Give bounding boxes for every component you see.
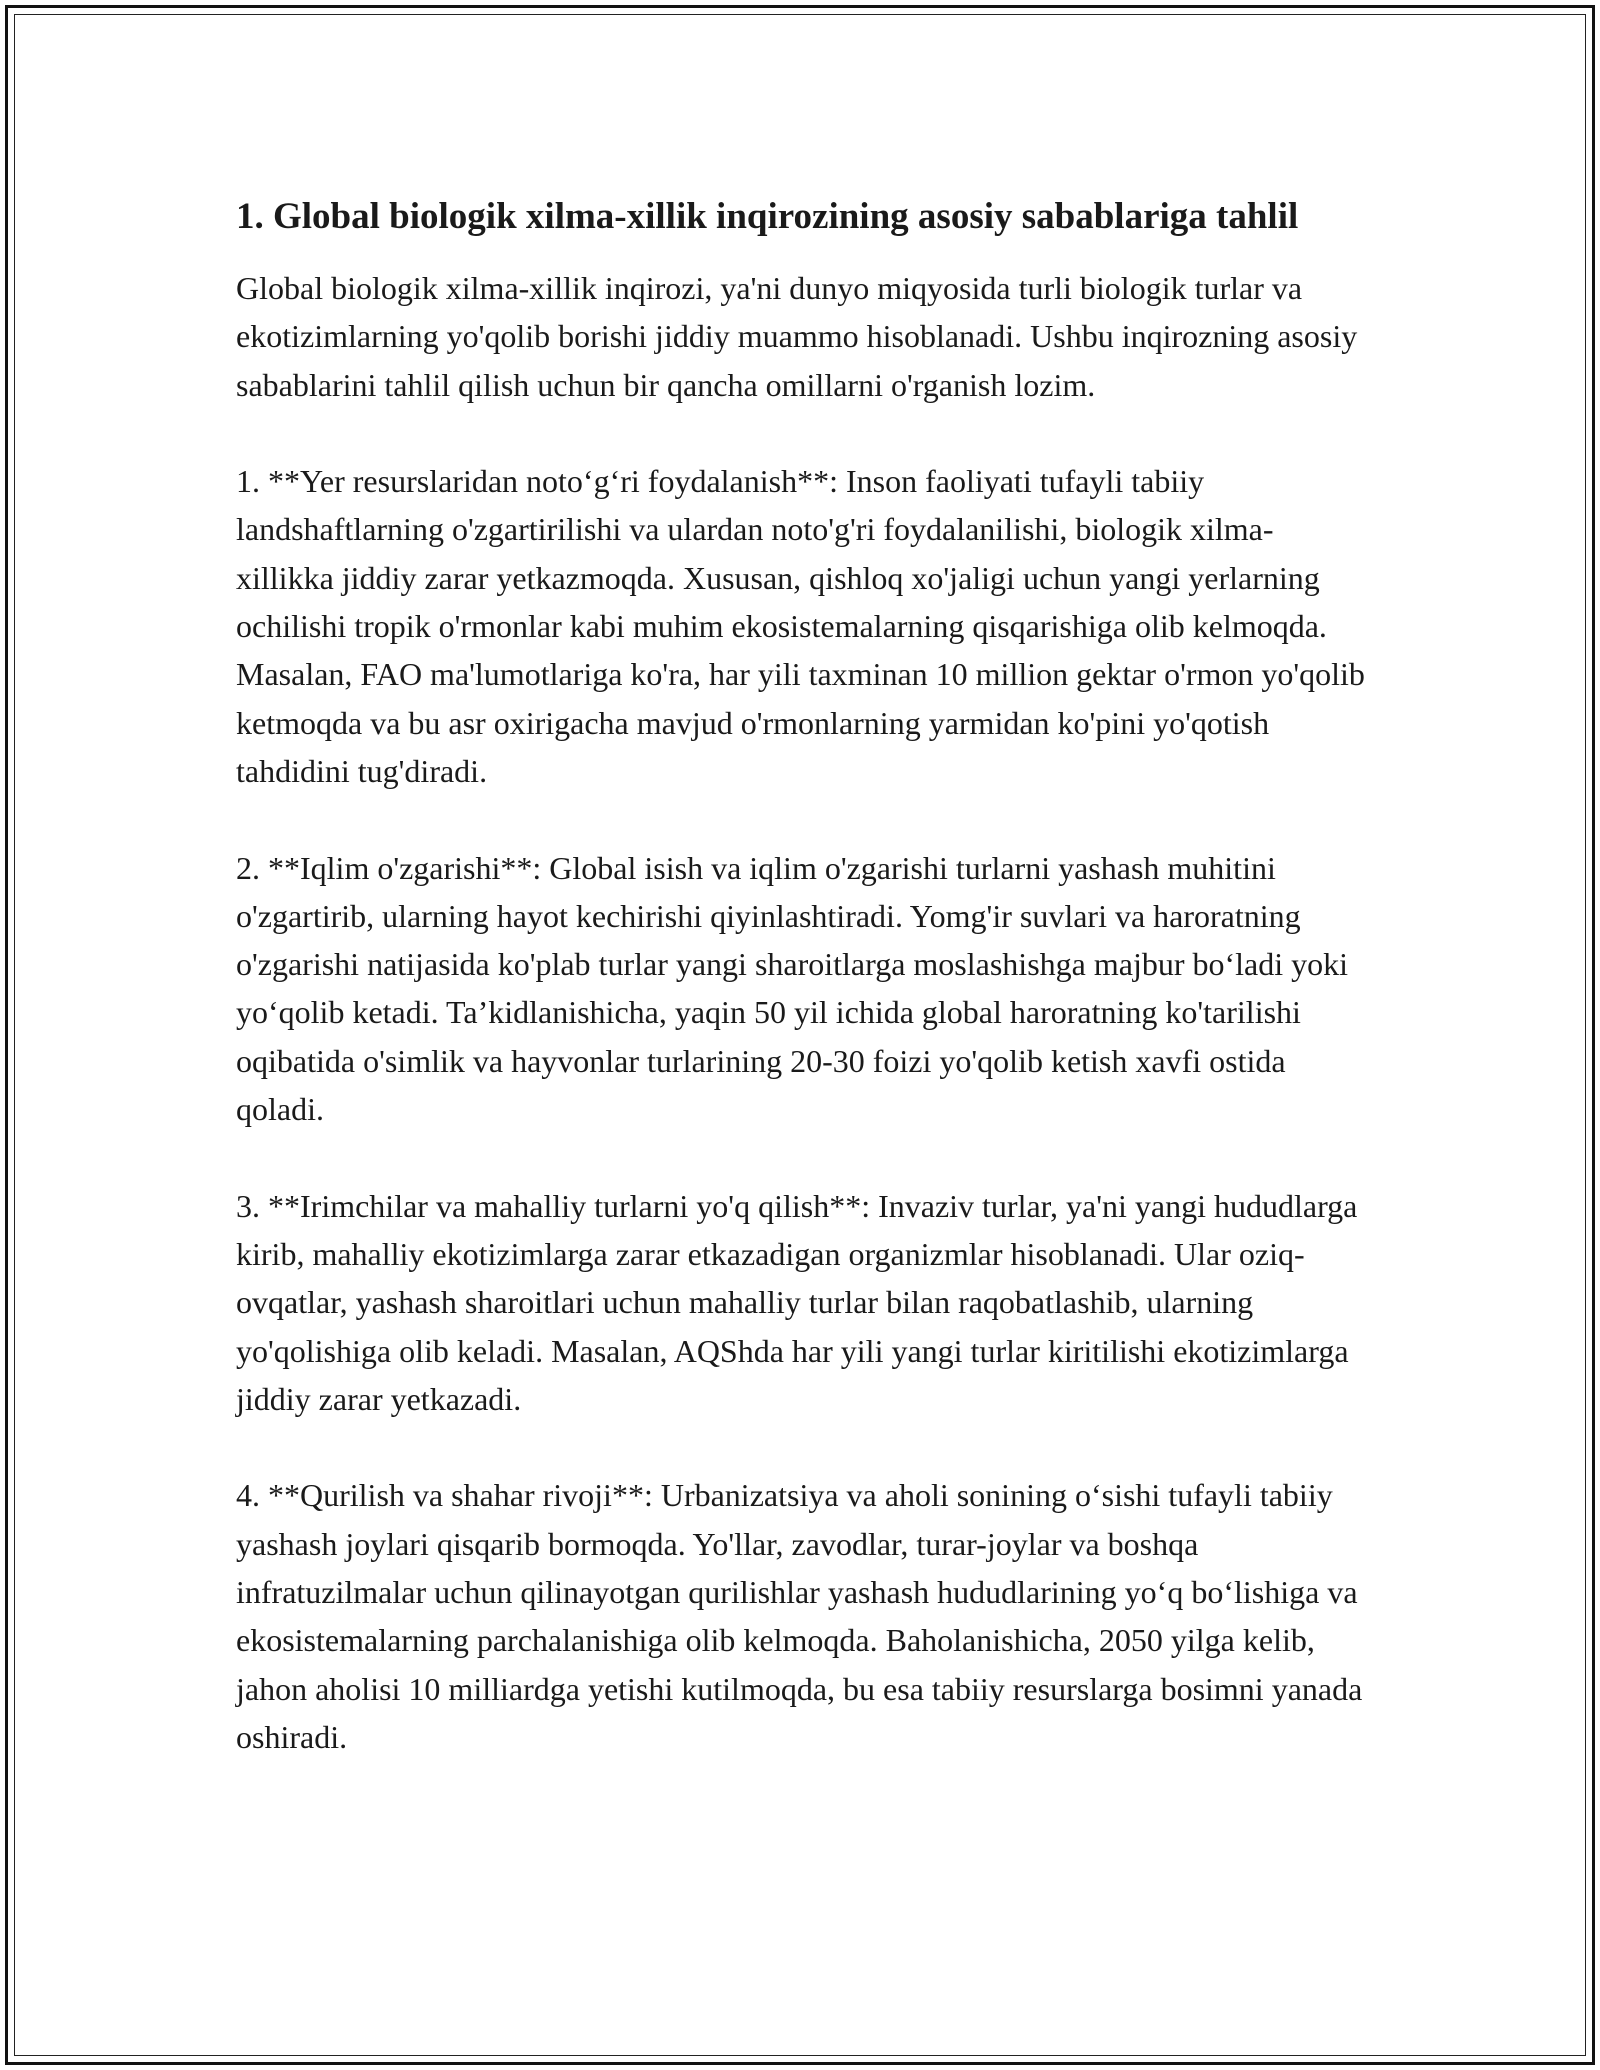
paragraph-land-use: 1. **Yer resurslaridan noto‘g‘ri foydalanish**: Inson faoliyati tufayli tabiiy landshaftlarning o'zgartirilishi va ulardan noto'g'ri foydalanilishi, biologik xilma-xillikka jiddiy zarar yetkazmoqda. Xususan, qishloq xo'jaligi uchun yangi yerlarning ochilishi tropik o'rmonlar kabi muhim ekosistemalarning qisqarishiga olib kelmoqda. Masalan, FAO ma'lumotlariga ko'ra, har yili taxminan 10 million gektar o'rmon yo'qolib ketmoqda va bu asr oxirigacha mavjud o'rmonlarning yarmidan ko'pini yo'qotish tahdidini tug'diradi.	[236, 463, 1365, 789]
intro-paragraph: Global biologik xilma-xillik inqirozi, ya'ni dunyo miqyosida turli biologik turlar va ekotizimlarning yo'qolib borishi jiddiy muammo hisoblanadi. Ushbu inqirozning asosiy sabablarini tahlil qilish uchun bir qancha omillarni o'rganish lozim.	[236, 270, 1358, 403]
document-title: 1. Global biologik xilma-xillik inqirozining asosiy sabablariga tahlil	[236, 196, 1299, 237]
document-body	[236, 190, 1366, 1810]
paragraph-climate-change: 2. **Iqlim o'zgarishi**: Global isish va iqlim o'zgarishi turlarni yashash muhitini o'zgartirib, ularning hayot kechirishi qiyinlashtiradi. Yomg'ir suvlari va haroratning o'zgarishi natijasida ko'plab turlar yangi sharoitlarga moslashishga majbur bo‘ladi yoki yo‘qolib ketadi. Ta’kidlanishicha, yaqin 50 yil ichida global haroratning ko'tarilishi oqibatida o'simlik va hayvonlar turlarining 20-30 foizi yo'qolib ketish xavfi ostida qoladi.	[236, 849, 1349, 1128]
paragraph-urbanization: 4. **Qurilish va shahar rivoji**: Urbanizatsiya va aholi sonining o‘sishi tufayli tabiiy yashash joylari qisqarib bormoqda. Yo'llar, zavodlar, turar-joylar va boshqa infratuzilmalar uchun qilinayotgan qurilishlar yashash hududlarining yo‘q bo‘lishiga va ekosistemalarning parchalanishiga olib kelmoqda. Baholanishicha, 2050 yilga kelib, jahon aholisi 10 milliardga yetishi kutilmoqda, bu esa tabiiy resurslarga bosimni yanada oshiradi.	[236, 1477, 1363, 1755]
paragraph-invasive-species: 3. **Irimchilar va mahalliy turlarni yo'q qilish**: Invaziv turlar, ya'ni yangi hududlarga kirib, mahalliy ekotizimlarga zarar etkazadigan organizmlar hisoblanadi. Ular oziq-ovqatlar, yashash sharoitlari uchun mahalliy turlar bilan raqobatlashib, ularning yo'qolishiga olib keladi. Masalan, AQShda har yili yangi turlar kiritilishi ekotizimlarga jiddiy zarar yetkazadi.	[236, 1187, 1358, 1417]
